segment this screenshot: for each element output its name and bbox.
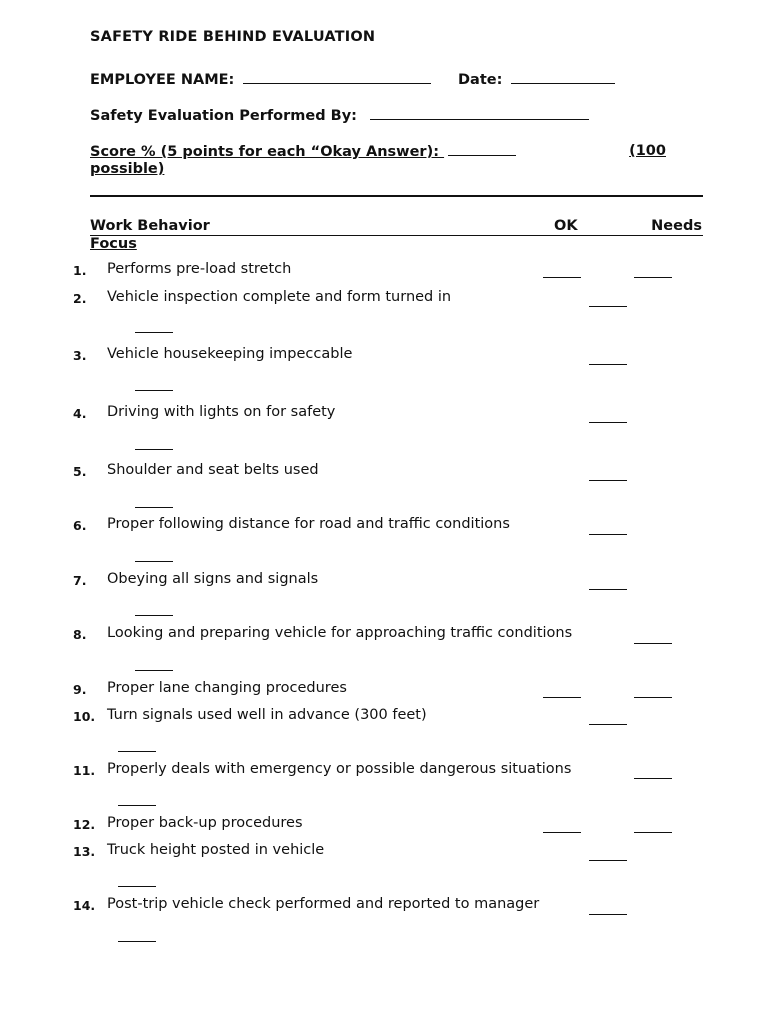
performed-by-row	[90, 107, 589, 124]
employee-name-row	[90, 71, 431, 88]
item-text: Obeying all signs and signals	[107, 571, 319, 587]
item-number: 9.	[73, 682, 87, 697]
needs-focus-blank[interactable]	[634, 697, 672, 698]
item-text: Shoulder and seat belts used	[107, 462, 319, 478]
ok-blank[interactable]	[589, 534, 627, 535]
needs-focus-blank[interactable]	[135, 561, 173, 562]
item-text: Performs pre-load stretch	[107, 261, 292, 277]
needs-focus-blank[interactable]	[118, 886, 156, 887]
ok-blank[interactable]	[589, 589, 627, 590]
date-row	[458, 71, 615, 88]
column-header-row	[90, 218, 703, 236]
needs-focus-blank[interactable]	[118, 805, 156, 806]
needs-focus-blank[interactable]	[118, 941, 156, 942]
item-number: 5.	[73, 464, 87, 479]
item-number: 12.	[73, 817, 96, 832]
item-number: 13.	[73, 844, 96, 859]
needs-focus-blank[interactable]	[634, 277, 672, 278]
item-number: 6.	[73, 518, 87, 533]
item-text: Properly deals with emergency or possible dangerous situations	[107, 761, 572, 777]
item-number: 3.	[73, 348, 87, 363]
col-work-behavior: Work Behavior	[90, 218, 210, 234]
score-label: Score % (5 points for each “Okay Answer):	[90, 144, 439, 160]
ok-blank[interactable]	[589, 422, 627, 423]
section-divider	[90, 195, 703, 197]
needs-focus-blank[interactable]	[135, 670, 173, 671]
score-field[interactable]	[448, 143, 516, 156]
ok-blank[interactable]	[589, 480, 627, 481]
item-text: Looking and preparing vehicle for approaching traffic conditions	[107, 625, 573, 641]
date-field[interactable]	[511, 71, 615, 84]
ok-blank[interactable]	[634, 778, 672, 779]
employee-name-field[interactable]	[243, 71, 431, 84]
item-text: Post-trip vehicle check performed and reported to manager	[107, 896, 540, 912]
item-text: Proper following distance for road and traffic conditions	[107, 516, 510, 532]
needs-focus-blank[interactable]	[135, 615, 173, 616]
col-needs: Needs	[651, 218, 702, 234]
item-number: 2.	[73, 291, 87, 306]
ok-blank[interactable]	[634, 643, 672, 644]
date-label: Date:	[458, 72, 503, 88]
score-possible-1: (100	[629, 143, 666, 159]
item-number: 11.	[73, 763, 96, 778]
needs-focus-blank[interactable]	[118, 751, 156, 752]
item-number: 14.	[73, 898, 96, 913]
col-ok: OK	[554, 218, 578, 234]
item-number: 1.	[73, 263, 87, 278]
needs-focus-blank[interactable]	[634, 832, 672, 833]
item-text: Vehicle housekeeping impeccable	[107, 346, 353, 362]
score-possible-2: possible)	[90, 161, 165, 177]
item-text: Driving with lights on for safety	[107, 404, 336, 420]
ok-blank[interactable]	[589, 306, 627, 307]
score-row	[90, 143, 516, 160]
ok-blank[interactable]	[589, 724, 627, 725]
item-number: 7.	[73, 573, 87, 588]
performed-by-label: Safety Evaluation Performed By:	[90, 108, 357, 124]
needs-focus-blank[interactable]	[135, 507, 173, 508]
ok-blank[interactable]	[589, 364, 627, 365]
item-text: Turn signals used well in advance (300 feet)	[107, 707, 427, 723]
needs-focus-blank[interactable]	[135, 390, 173, 391]
needs-focus-blank[interactable]	[135, 332, 173, 333]
ok-blank[interactable]	[543, 832, 581, 833]
needs-focus-blank[interactable]	[135, 449, 173, 450]
item-number: 8.	[73, 627, 87, 642]
item-text: Vehicle inspection complete and form turned in	[107, 289, 452, 305]
ok-blank[interactable]	[589, 860, 627, 861]
item-number: 4.	[73, 406, 87, 421]
item-number: 10.	[73, 709, 96, 724]
employee-name-label: EMPLOYEE NAME:	[90, 72, 235, 88]
performed-by-field[interactable]	[370, 107, 589, 120]
ok-blank[interactable]	[543, 277, 581, 278]
ok-blank[interactable]	[543, 697, 581, 698]
col-focus: Focus	[90, 236, 137, 252]
item-text: Truck height posted in vehicle	[107, 842, 325, 858]
item-text: Proper lane changing procedures	[107, 680, 347, 696]
form-title: SAFETY RIDE BEHIND EVALUATION	[90, 29, 376, 45]
item-text: Proper back-up procedures	[107, 815, 303, 831]
ok-blank[interactable]	[589, 914, 627, 915]
